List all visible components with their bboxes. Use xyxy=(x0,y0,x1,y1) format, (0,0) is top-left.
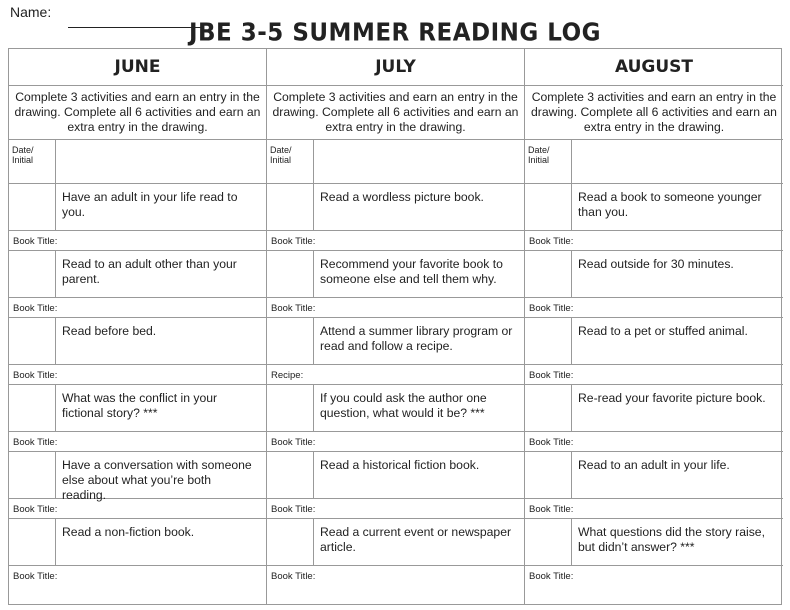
name-label: Name: xyxy=(10,4,52,20)
initial-box[interactable] xyxy=(9,251,56,297)
initial-box[interactable] xyxy=(525,385,572,431)
activity-text: Read to an adult in your life. xyxy=(578,458,730,472)
book-title-field[interactable]: Book Title: xyxy=(13,571,58,582)
book-title-field[interactable]: Book Title: xyxy=(525,432,783,452)
activity-text: Read a current event or newspaper article. xyxy=(320,525,512,554)
initial-box[interactable] xyxy=(525,452,572,498)
book-title-field[interactable]: Book Title: xyxy=(525,365,783,385)
activity-row xyxy=(267,385,524,432)
book-title-field[interactable]: Book Title: xyxy=(271,571,316,582)
date-initial-header xyxy=(525,140,783,184)
activity-text: Read a non-fiction book. xyxy=(62,525,195,539)
initial-box[interactable] xyxy=(9,519,56,565)
activity-row xyxy=(525,318,783,365)
activity-text: Have a conversation with someone else about what you’re both reading. xyxy=(62,458,252,502)
initial-box[interactable] xyxy=(525,519,572,565)
month-header: AUGUST xyxy=(525,49,783,86)
book-title-field[interactable]: Book Title: xyxy=(525,499,783,519)
activity-row xyxy=(267,184,524,231)
book-title-field[interactable]: Book Title: xyxy=(9,298,266,318)
page-title: JBE 3-5 SUMMER READING LOG xyxy=(188,18,602,48)
initial-box[interactable] xyxy=(267,318,314,364)
activity-row xyxy=(267,519,524,566)
book-title-field[interactable]: Book Title: xyxy=(9,365,266,385)
activity-row xyxy=(525,519,783,566)
reading-log-table xyxy=(8,48,782,605)
activity-row xyxy=(525,452,783,499)
activity-row xyxy=(9,318,266,365)
recipe-field[interactable]: Recipe: xyxy=(267,365,524,385)
activity-text: Attend a summer library program or read and follow a recipe. xyxy=(320,324,513,353)
book-title-field[interactable]: Book Title: xyxy=(267,499,524,519)
activity-text: Have an adult in your life read to you. xyxy=(62,190,238,219)
month-column-july xyxy=(267,49,525,604)
book-title-field[interactable]: Book Title: xyxy=(9,231,266,251)
initial-box[interactable] xyxy=(267,184,314,230)
activity-row xyxy=(525,184,783,231)
initial-box[interactable] xyxy=(525,184,572,230)
activity-text: Read a historical fiction book. xyxy=(320,458,480,472)
activity-text: Re-read your favorite picture book. xyxy=(578,391,766,405)
initial-box[interactable] xyxy=(9,318,56,364)
activity-text: What questions did the story raise, but didn’t answer? *** xyxy=(578,525,765,554)
activity-text: If you could ask the author one question, what would it be? *** xyxy=(320,391,487,420)
initial-box[interactable] xyxy=(9,385,56,431)
activity-row xyxy=(525,385,783,432)
book-title-field[interactable]: Book Title: xyxy=(529,571,574,582)
activity-row xyxy=(9,251,266,298)
date-initial-label: Date/ Initial xyxy=(525,140,572,183)
activity-row xyxy=(9,385,266,432)
book-title-field[interactable]: Book Title: xyxy=(267,231,524,251)
initial-box[interactable] xyxy=(267,251,314,297)
book-title-field[interactable]: Book Title: xyxy=(525,231,783,251)
activity-row xyxy=(525,251,783,298)
activity-row xyxy=(267,452,524,499)
book-title-field[interactable]: Book Title: xyxy=(267,432,524,452)
date-initial-label: Date/ Initial xyxy=(9,140,56,183)
date-initial-label: Date/ Initial xyxy=(267,140,314,183)
activity-row xyxy=(267,318,524,365)
month-column-june xyxy=(9,49,267,604)
book-title-field[interactable]: Book Title: xyxy=(9,432,266,452)
instructions: Complete 3 activities and earn an entry in the drawing. Complete all 6 activities and earn an extra entry in the drawing. xyxy=(525,86,783,140)
initial-box[interactable] xyxy=(267,519,314,565)
initial-box[interactable] xyxy=(525,318,572,364)
book-title-field[interactable]: Book Title: xyxy=(9,499,266,519)
activity-text: Read a wordless picture book. xyxy=(320,190,484,204)
initial-box[interactable] xyxy=(9,452,56,498)
date-initial-header xyxy=(267,140,524,184)
activity-text: Read to a pet or stuffed animal. xyxy=(578,324,748,338)
activity-text: Read before bed. xyxy=(62,324,157,338)
activity-row xyxy=(9,184,266,231)
initial-box[interactable] xyxy=(525,251,572,297)
book-title-field[interactable]: Book Title: xyxy=(267,298,524,318)
activity-text: Read to an adult other than your parent. xyxy=(62,257,237,286)
activity-row xyxy=(9,519,266,566)
date-initial-header xyxy=(9,140,266,184)
instructions: Complete 3 activities and earn an entry in the drawing. Complete all 6 activities and earn an extra entry in the drawing. xyxy=(9,86,266,140)
initial-box[interactable] xyxy=(9,184,56,230)
month-column-august xyxy=(525,49,783,604)
activity-text: What was the conflict in your fictional story? *** xyxy=(62,391,218,420)
activity-text: Read a book to someone younger than you. xyxy=(578,190,762,219)
activity-row xyxy=(9,452,266,502)
initial-box[interactable] xyxy=(267,385,314,431)
month-header: JUNE xyxy=(9,49,266,86)
month-header: JULY xyxy=(267,49,524,86)
initial-box[interactable] xyxy=(267,452,314,498)
activity-row xyxy=(267,251,524,298)
activity-text: Read outside for 30 minutes. xyxy=(578,257,734,271)
instructions: Complete 3 activities and earn an entry in the drawing. Complete all 6 activities and earn an extra entry in the drawing. xyxy=(267,86,524,140)
activity-text: Recommend your favorite book to someone else and tell them why. xyxy=(320,257,503,286)
book-title-field[interactable]: Book Title: xyxy=(525,298,783,318)
